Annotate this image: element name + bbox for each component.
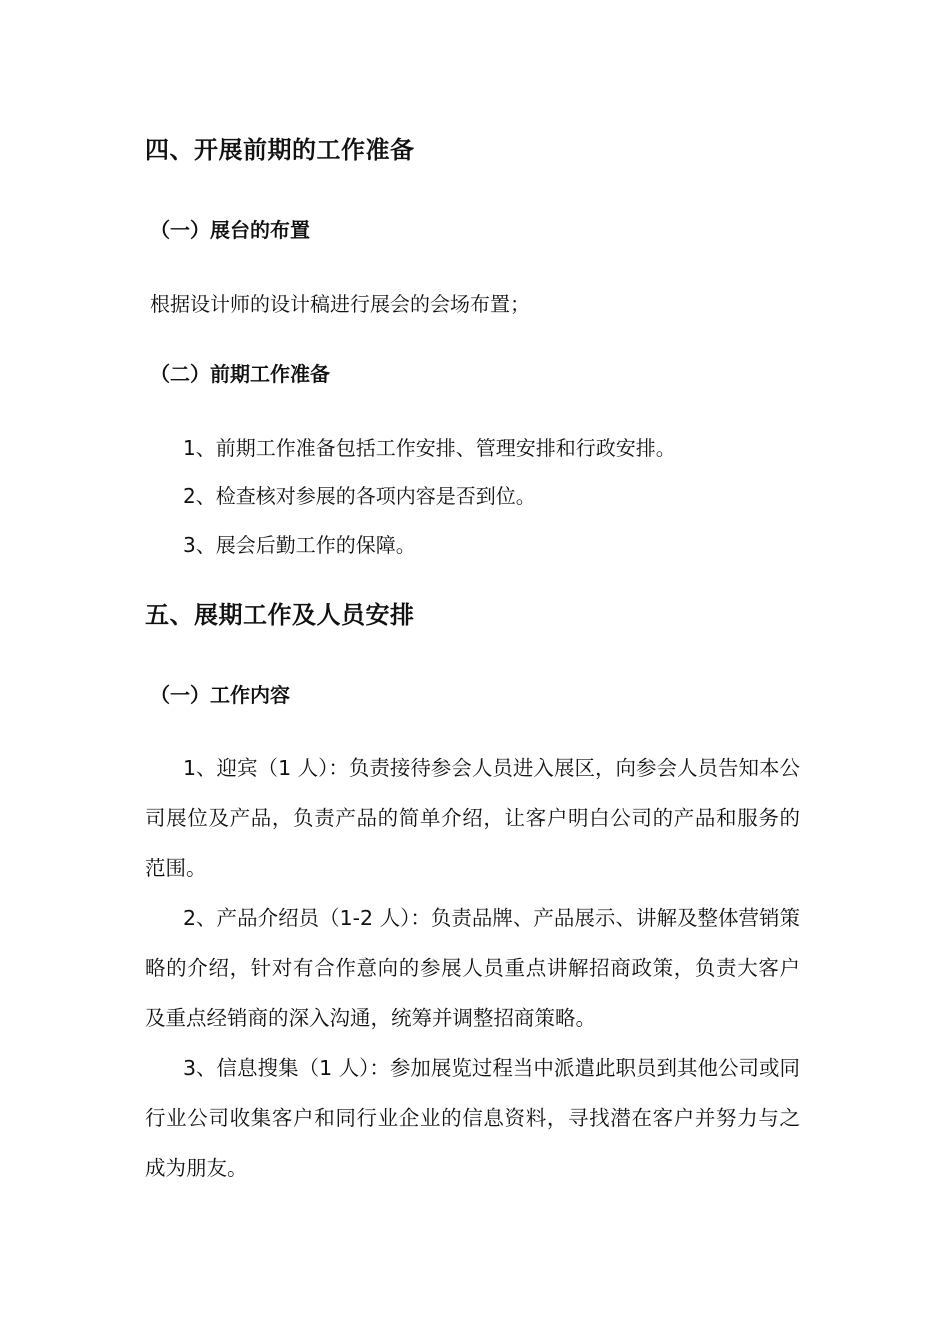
list-item: 1、前期工作准备包括工作安排、管理安排和行政安排。 [183,436,676,460]
section-5-heading: 五、展期工作及人员安排 [145,601,415,629]
section-4-sub-1-text: 根据设计师的设计稿进行展会的会场布置； [150,292,530,316]
list-item: 3、展会后勤工作的保障。 [183,533,416,557]
list-item: 2、检查核对参展的各项内容是否到位。 [183,484,536,508]
section-4-sub-1-heading: （一）展台的布置 [150,218,310,242]
work-content-paragraph: 1、迎宾（1 人）：负责接待参会人员进入展区，向参会人员告知本公司展位及产品，负责产品的简单介绍，让客户明白公司的产品和服务的范围。 [145,756,800,880]
section-4-sub-2-heading: （二）前期工作准备 [150,362,330,386]
work-content-paragraph: 3、信息搜集（1 人）：参加展览过程当中派遣此职员到其他公司或同行业公司收集客户和同行业企业的信息资料，寻找潜在客户并努力与之成为朋友。 [145,1056,800,1180]
section-5-sub-1-heading: （一）工作内容 [150,683,290,707]
section-4-heading: 四、开展前期的工作准备 [145,136,415,164]
work-content-paragraph: 2、产品介绍员（1-2 人）：负责品牌、产品展示、讲解及整体营销策略的介绍，针对有合作意向的参展人员重点讲解招商政策，负责大客户及重点经销商的深入沟通，统筹并调整招商策略。 [145,906,800,1030]
